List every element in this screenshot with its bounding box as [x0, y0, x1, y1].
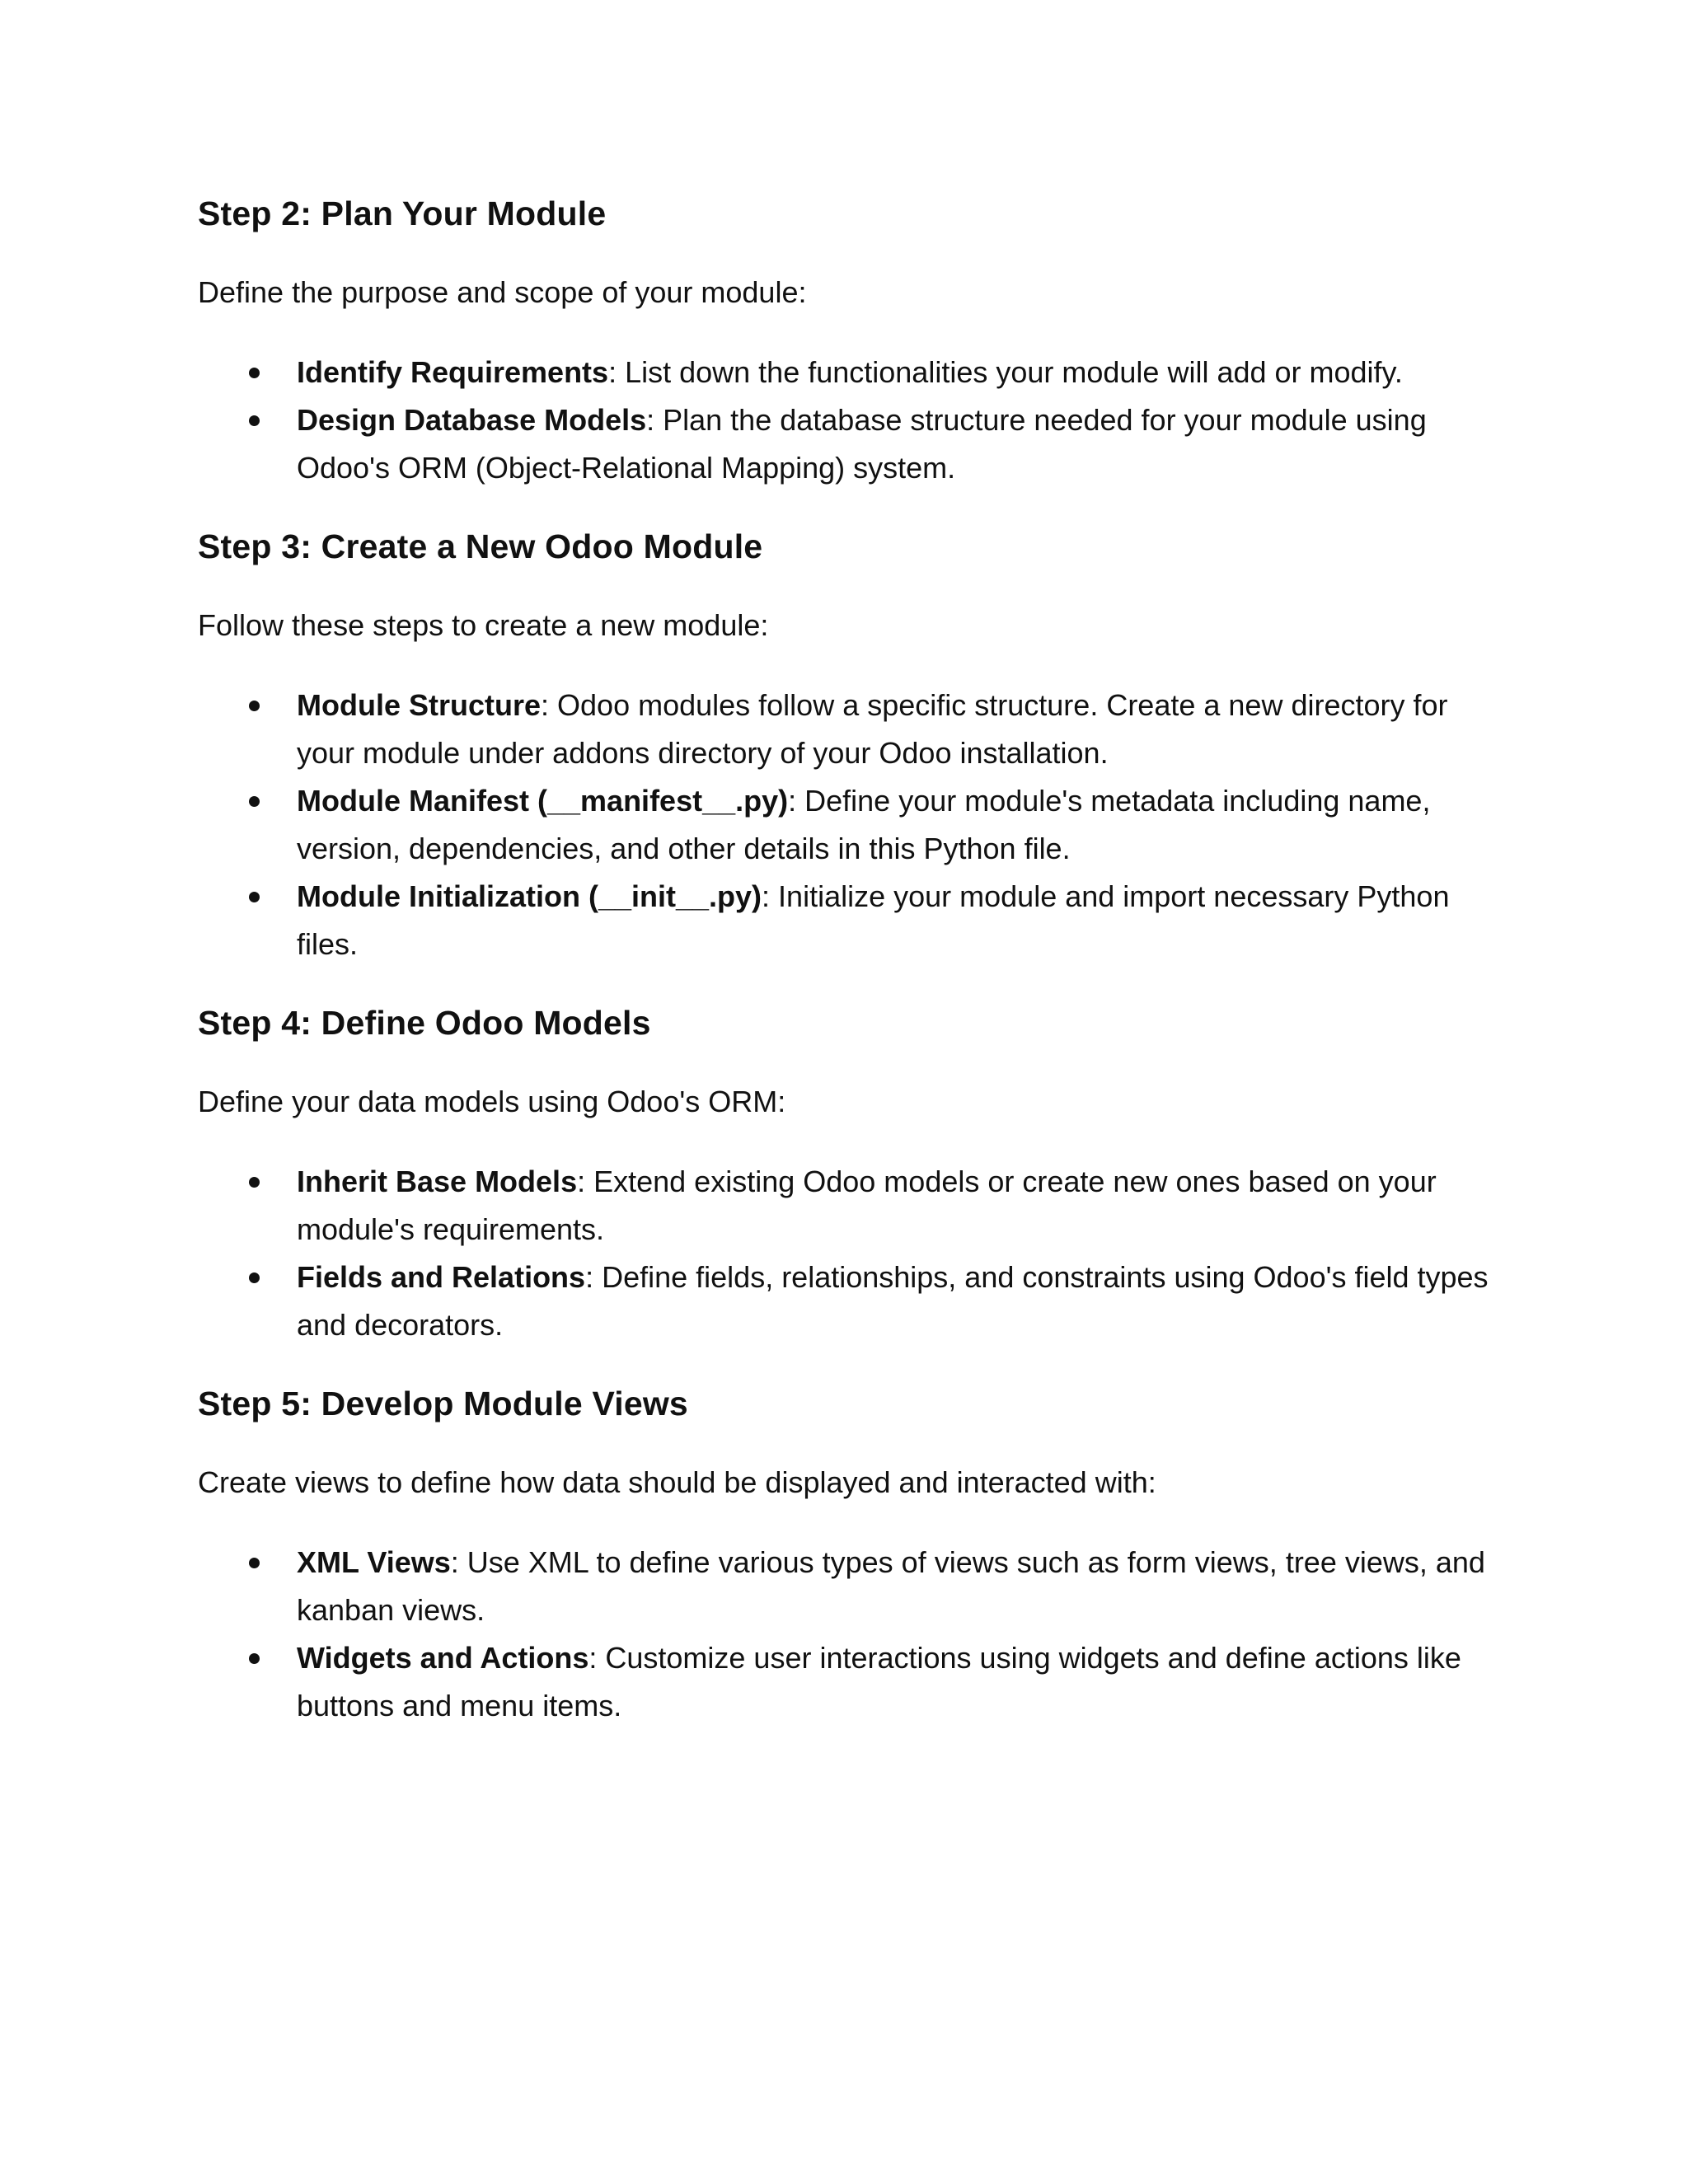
item-term: XML Views — [297, 1544, 451, 1579]
bullet-list — [198, 682, 1500, 968]
section-step-3 — [198, 527, 1500, 968]
section-heading: Step 3: Create a New Odoo Module — [198, 527, 763, 565]
item-text: : Define your module's metadata including name, version, dependencies, and other details in this Python file. — [297, 783, 1431, 865]
list-item — [198, 1539, 1500, 1634]
section-intro: Create views to define how data should be displayed and interacted with: — [198, 1465, 1156, 1500]
list-item — [198, 349, 1500, 396]
bullet-icon — [249, 892, 260, 902]
item-text: : Odoo modules follow a specific structure. Create a new directory for your module under addons directory of your Odoo installation. — [297, 687, 1448, 770]
section-step-5 — [198, 1384, 1500, 1730]
item-text: : Use XML to define various types of views such as form views, tree views, and kanban views. — [297, 1544, 1485, 1627]
section-step-2 — [198, 194, 1500, 492]
item-term: Module Initialization (__init__.py) — [297, 879, 762, 913]
bullet-icon — [249, 1272, 260, 1283]
bullet-icon — [249, 415, 260, 426]
section-heading: Step 4: Define Odoo Models — [198, 1003, 651, 1042]
section-step-4 — [198, 1003, 1500, 1349]
bullet-list — [198, 1158, 1500, 1349]
bullet-icon — [249, 368, 260, 378]
bullet-icon — [249, 796, 260, 807]
section-intro: Follow these steps to create a new module: — [198, 608, 769, 643]
bullet-icon — [249, 1653, 260, 1664]
list-item — [198, 682, 1500, 777]
item-text: : Extend existing Odoo models or create new ones based on your module's requirements. — [297, 1164, 1437, 1246]
list-item — [198, 396, 1500, 492]
document-page — [198, 194, 1500, 1730]
item-text: : Plan the database structure needed for your module using Odoo's ORM (Object-Relational Mapping) system. — [297, 402, 1427, 485]
section-heading: Step 5: Develop Module Views — [198, 1384, 688, 1422]
bullet-icon — [249, 1177, 260, 1188]
item-term: Inherit Base Models — [297, 1164, 578, 1198]
item-term: Identify Requirements — [297, 354, 609, 389]
item-term: Module Manifest (__manifest__.py) — [297, 783, 789, 818]
list-item — [198, 1158, 1500, 1254]
item-term: Widgets and Actions — [297, 1640, 589, 1675]
list-item — [198, 873, 1500, 968]
bullet-list — [198, 349, 1500, 492]
item-text: : List down the functionalities your module will add or modify. — [608, 354, 1403, 389]
list-item — [198, 1254, 1500, 1349]
item-term: Design Database Models — [297, 402, 647, 437]
item-text: : Customize user interactions using widgets and define actions like buttons and menu items. — [297, 1640, 1461, 1722]
section-intro: Define your data models using Odoo's ORM: — [198, 1085, 786, 1119]
bullet-list — [198, 1539, 1500, 1730]
item-text: : Define fields, relationships, and constraints using Odoo's field types and decorators. — [297, 1259, 1489, 1342]
item-term: Module Structure — [297, 687, 542, 722]
list-item — [198, 777, 1500, 873]
bullet-icon — [249, 701, 260, 711]
section-heading: Step 2: Plan Your Module — [198, 194, 607, 232]
bullet-icon — [249, 1558, 260, 1568]
section-intro: Define the purpose and scope of your module: — [198, 275, 807, 310]
item-term: Fields and Relations — [297, 1259, 586, 1294]
item-text: : Initialize your module and import necessary Python files. — [297, 879, 1450, 961]
list-item — [198, 1634, 1500, 1730]
